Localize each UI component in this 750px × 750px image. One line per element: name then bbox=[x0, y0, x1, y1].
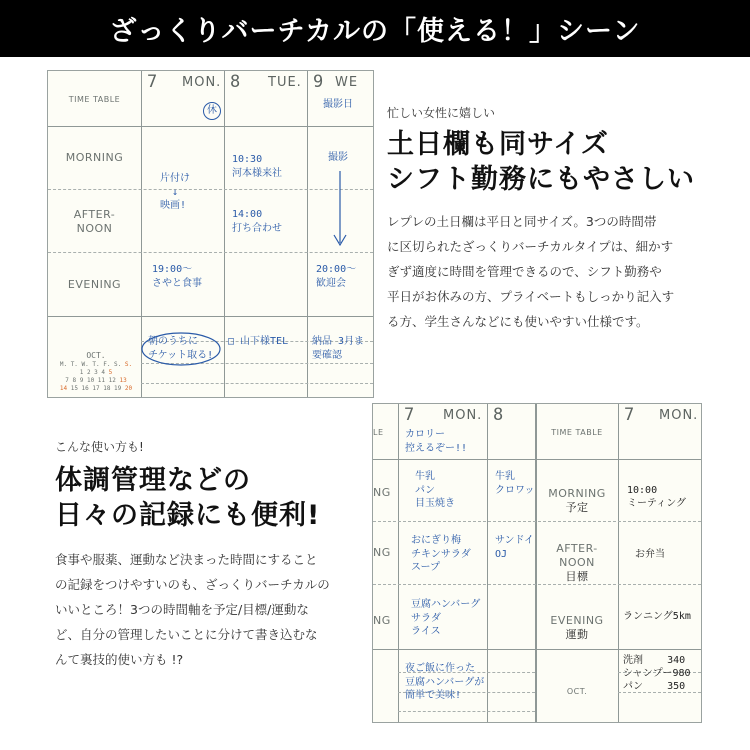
label-cutoff: NG bbox=[373, 486, 391, 499]
planner-sample-shift bbox=[47, 70, 374, 398]
note-wed-todo: 納品 3月ま 要確認 bbox=[312, 336, 365, 361]
note-r-todo: 洗剤 340 シャンプー980 パン 350 bbox=[623, 655, 691, 692]
label-evening: EVENING bbox=[67, 278, 122, 291]
day-number: 8 bbox=[230, 72, 241, 92]
section-kicker: こんな使い方も! bbox=[55, 440, 144, 454]
note-r-evening: ランニング5km bbox=[623, 611, 691, 622]
section-record-text bbox=[55, 438, 365, 672]
note-tue-afternoon: 14:00 打ち合わせ bbox=[232, 209, 282, 234]
mini-calendar: OCT. M. T. W. T. F. S. S. 1 2 3 4 5 7 8 9 10 11 12 13 14 15 16 17 18 19 20 bbox=[59, 351, 133, 392]
label-cutoff: NG bbox=[373, 546, 391, 559]
day-of-week: TUE. bbox=[268, 75, 302, 90]
circle-mark bbox=[142, 333, 220, 365]
note-mon-top: カロリー 控えるぞー!! bbox=[405, 429, 468, 454]
section-kicker: 忙しい女性に嬉しい bbox=[387, 106, 496, 120]
day-of-week: MON. bbox=[443, 408, 483, 423]
label-afternoon: AFTER- NOON bbox=[73, 208, 116, 235]
section-body: レプレの土日欄は平日と同サイズ。3つの時間帯 に区切られたざっくりバーチカルタイプは、細かす ぎず適度に時間を管理できるので、シフト勤務や 平日がお休みの方、プライベートもしっかり記入す る方、学生さんなどにも使いやすい仕様です。 bbox=[387, 214, 675, 330]
section-body: 食事や服薬、運動など決まった時間にすること の記録をつけやすいのも、ざっくりバーチカルの いいところ！3つの時間軸を予定/目標/運動な ど、自分の管理したいことに分けて書き込むな んて裏技的使い方も !? bbox=[55, 552, 330, 668]
note-tue-morning: 牛乳 クロワッ bbox=[495, 471, 535, 496]
row-divider bbox=[373, 459, 701, 460]
label-time-table: TIME TABLE bbox=[551, 428, 603, 437]
note-mon-todo: 夜ご飯に作った 豆腐ハンバーグが 簡単で美味! bbox=[405, 663, 485, 701]
label-cutoff: NG bbox=[373, 614, 391, 627]
note-tue-afternoon: サンドイ OJ bbox=[495, 535, 534, 560]
day-number: 7 bbox=[624, 405, 635, 425]
label-morning: MORNING 予定 bbox=[548, 487, 606, 514]
note-r-afternoon: お弁当 bbox=[635, 549, 665, 560]
section-shift-text bbox=[387, 104, 742, 334]
planner-sample-records bbox=[372, 403, 702, 723]
section-headline: 体調管理などの 日々の記録にも便利! bbox=[55, 465, 321, 532]
day-number: 7 bbox=[147, 72, 158, 92]
day-number: 7 bbox=[404, 405, 415, 425]
note-wed-top: 撮影日 bbox=[323, 99, 353, 110]
banner-title: ざっくりバーチカルの「使える！」シーン bbox=[109, 16, 641, 47]
day-number: 9 bbox=[313, 72, 324, 92]
row-divider-dashed bbox=[373, 521, 701, 522]
label-morning: MORNING bbox=[65, 151, 124, 164]
holiday-mark: 休 bbox=[203, 102, 221, 120]
page-banner bbox=[0, 0, 750, 57]
day-of-week: MON. bbox=[659, 408, 699, 423]
section-headline: 土日欄も同サイズ シフト勤務にもやさしい bbox=[387, 129, 695, 196]
note-mon-evening: 豆腐ハンバーグ サラダ ライス bbox=[411, 599, 481, 637]
row-divider bbox=[373, 649, 701, 650]
label-cutoff: LE bbox=[373, 428, 384, 437]
note-wed-morning: 撮影 bbox=[328, 152, 348, 163]
label-afternoon: AFTER- NOON 目標 bbox=[556, 542, 598, 583]
day-number: 8 bbox=[493, 405, 504, 425]
mini-calendar-month: OCT. bbox=[566, 687, 588, 696]
day-of-week: WE bbox=[335, 75, 359, 90]
column-divider bbox=[487, 404, 488, 722]
note-r-morning: 10:00 ミーティング bbox=[627, 485, 686, 509]
row-divider-dashed bbox=[373, 584, 701, 585]
note-mon-afternoon: おにぎり梅 チキンサラダ スープ bbox=[411, 535, 471, 573]
note-mon-todo: 朝のうちに チケット取る! bbox=[148, 336, 214, 361]
hand-drawn-marks bbox=[48, 71, 373, 397]
note-tue-todo: □ 山下様TEL bbox=[228, 336, 289, 347]
note-tue-morning: 10:30 河本様来社 bbox=[232, 154, 282, 179]
day-of-week: MON. bbox=[182, 75, 222, 90]
label-time-table: TIME TABLE bbox=[68, 95, 121, 104]
todo-line bbox=[398, 711, 535, 712]
label-evening: EVENING 運動 bbox=[550, 614, 604, 641]
column-divider bbox=[618, 404, 619, 722]
note-mon-morning: 片付け ↓ 映画! bbox=[160, 173, 190, 211]
column-divider bbox=[398, 404, 399, 722]
note-mon-morning: 牛乳 パン 目玉焼き bbox=[415, 471, 455, 509]
note-wed-evening: 20:00〜 歓迎会 bbox=[316, 264, 357, 289]
note-mon-evening: 19:00〜 さやと食事 bbox=[152, 264, 202, 289]
